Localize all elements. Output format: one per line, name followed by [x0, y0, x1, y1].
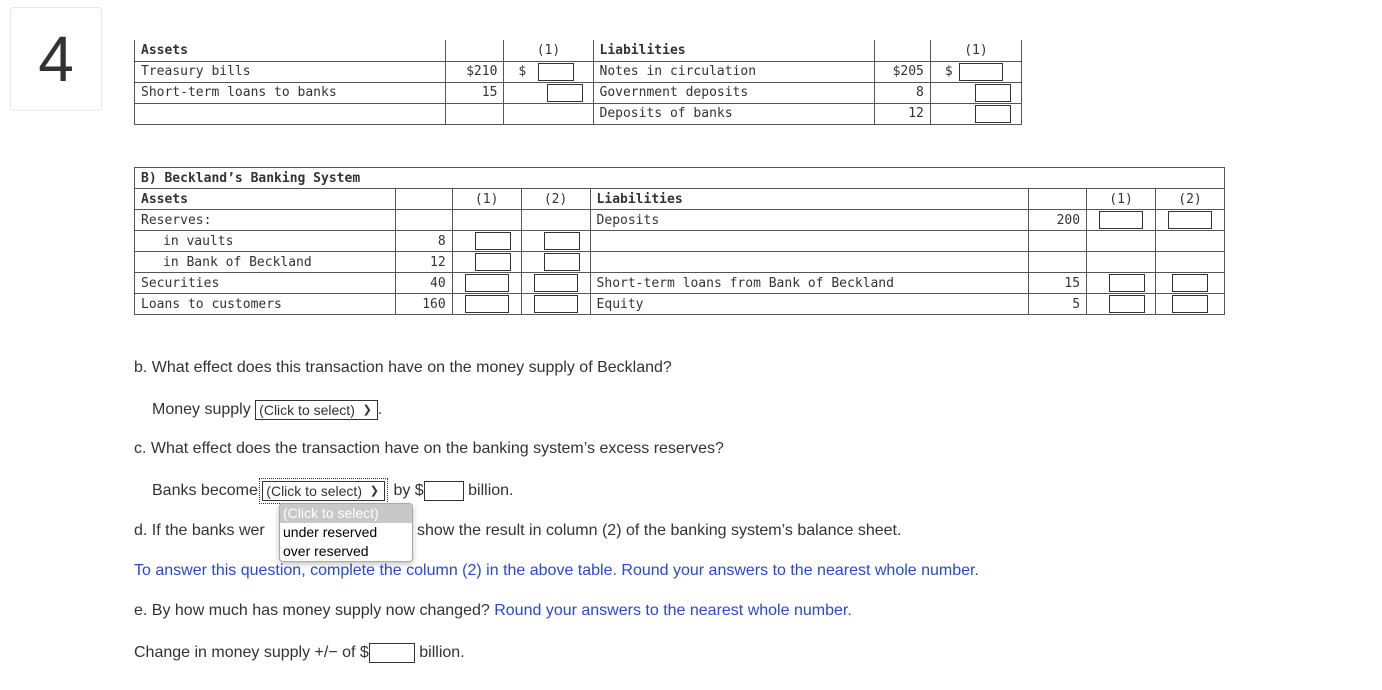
- question-c: c. What effect does the transaction have on the banking system’s excess reserves?: [134, 440, 724, 457]
- dropdown-option-over-reserved[interactable]: over reserved: [283, 543, 369, 559]
- asset-label: Loans to customers: [135, 294, 396, 315]
- change-row: [134, 643, 465, 663]
- asset-value: 40: [395, 273, 452, 294]
- liability-value: 5: [1029, 294, 1087, 315]
- vault-reserves-col1-input[interactable]: [475, 232, 511, 250]
- asset-value: $210: [446, 61, 504, 82]
- government-deposits-input[interactable]: [975, 84, 1011, 102]
- liability-value: 200: [1029, 210, 1087, 231]
- equity-col1-input[interactable]: [1109, 295, 1145, 313]
- liability-value: 12: [874, 103, 930, 124]
- deposits-col1-input[interactable]: [1099, 211, 1143, 229]
- short-term-loans-col2-input[interactable]: [1172, 274, 1208, 292]
- treasury-bills-input[interactable]: [538, 63, 574, 81]
- asset-value: 12: [395, 252, 452, 273]
- question-number: 4: [38, 23, 74, 95]
- vault-reserves-col2-input[interactable]: [544, 232, 580, 250]
- billion-label: billion.: [468, 482, 514, 500]
- liability-label: Deposits of banks: [593, 103, 874, 124]
- by-label: by $: [393, 482, 424, 500]
- dropdown-option-placeholder[interactable]: (Click to select): [280, 504, 412, 523]
- liability-label: Equity: [590, 294, 1029, 315]
- securities-col1-input[interactable]: [465, 274, 509, 292]
- banks-become-label: Banks become: [152, 482, 258, 500]
- notes-in-circulation-input[interactable]: [959, 63, 1003, 81]
- asset-label: in Bank of Beckland: [135, 252, 396, 273]
- liability-value: $205: [874, 61, 930, 82]
- liabilities-col1-header: (1): [1087, 189, 1156, 210]
- asset-label: Securities: [135, 273, 396, 294]
- liabilities-col2-header: (2): [1156, 189, 1225, 210]
- chevron-down-icon: ❯: [362, 404, 372, 416]
- liability-label: Notes in circulation: [593, 61, 874, 82]
- question-e-row: [134, 602, 852, 620]
- central-bank-balance-sheet: Assets (1) Liabilities (1) Treasury bills $210 $ Notes in circulation $205 $ Short-term loans to banks 15 Government deposits 8 Deposits of banks 12: [134, 40, 1022, 125]
- liability-label: Short-term loans from Bank of Beckland: [590, 273, 1029, 294]
- reserve-status-select[interactable]: (Click to select) ❯: [262, 481, 385, 501]
- question-b: b. What effect does this transaction have on the money supply of Beckland?: [134, 359, 672, 376]
- chevron-down-icon: ❯: [369, 485, 379, 497]
- question-d-end: show the result in column (2) of the banking system’s balance sheet.: [417, 522, 902, 539]
- liability-label: Government deposits: [593, 82, 874, 103]
- reserve-status-dropdown: [279, 503, 413, 562]
- loans-to-customers-col2-input[interactable]: [534, 295, 578, 313]
- asset-label: Reserves:: [135, 210, 396, 231]
- assets-header: Assets: [135, 189, 396, 210]
- short-term-loans-input[interactable]: [547, 84, 583, 102]
- banking-system-balance-sheet: [134, 167, 1225, 315]
- question-number-badge: [10, 7, 102, 111]
- money-supply-change-input[interactable]: [369, 643, 415, 663]
- money-supply-row: Money supply (Click to select) ❯ .: [152, 401, 383, 419]
- liability-value: 15: [1029, 273, 1087, 294]
- asset-label: in vaults: [135, 231, 396, 252]
- short-term-loans-col1-input[interactable]: [1109, 274, 1145, 292]
- liabilities-header: Liabilities: [593, 40, 874, 61]
- assets-col2-header: (2): [521, 189, 590, 210]
- billion-label: billion.: [419, 644, 465, 662]
- instruction-d: To answer this question, complete the column (2) in the above table. Round your answers to the nearest whole number.: [134, 562, 979, 579]
- central-bank-reserves-col1-input[interactable]: [475, 253, 511, 271]
- deposits-of-banks-input[interactable]: [975, 105, 1011, 123]
- money-supply-select[interactable]: (Click to select) ❯: [255, 400, 378, 420]
- change-label: Change in money supply +/− of $: [134, 644, 369, 662]
- central-bank-reserves-col2-input[interactable]: [544, 253, 580, 271]
- asset-value: 8: [395, 231, 452, 252]
- liabilities-header: Liabilities: [590, 189, 1029, 210]
- equity-col2-input[interactable]: [1172, 295, 1208, 313]
- excess-reserves-input[interactable]: [424, 481, 464, 501]
- liability-label: Deposits: [590, 210, 1029, 231]
- question-e: e. By how much has money supply now changed?: [134, 602, 490, 619]
- loans-to-customers-col1-input[interactable]: [465, 295, 509, 313]
- liabilities-col1-header: (1): [930, 40, 1021, 61]
- asset-value: 15: [446, 82, 504, 103]
- dropdown-option-under-reserved[interactable]: under reserved: [283, 524, 378, 540]
- assets-col1-header: (1): [452, 189, 521, 210]
- banking-system-title: B) Beckland’s Banking System: [135, 168, 1225, 189]
- asset-label: Treasury bills: [135, 61, 446, 82]
- liability-value: 8: [874, 82, 930, 103]
- securities-col2-input[interactable]: [534, 274, 578, 292]
- question-d-start: d. If the banks wer: [134, 522, 265, 539]
- assets-header: Assets: [135, 40, 446, 61]
- asset-value: 160: [395, 294, 452, 315]
- deposits-col2-input[interactable]: [1168, 211, 1212, 229]
- banks-become-row: [152, 481, 514, 501]
- assets-col1-header: (1): [504, 40, 593, 61]
- instruction-e: Round your answers to the nearest whole number.: [494, 602, 852, 619]
- money-supply-label: Money supply: [152, 401, 251, 419]
- asset-label: Short-term loans to banks: [135, 82, 446, 103]
